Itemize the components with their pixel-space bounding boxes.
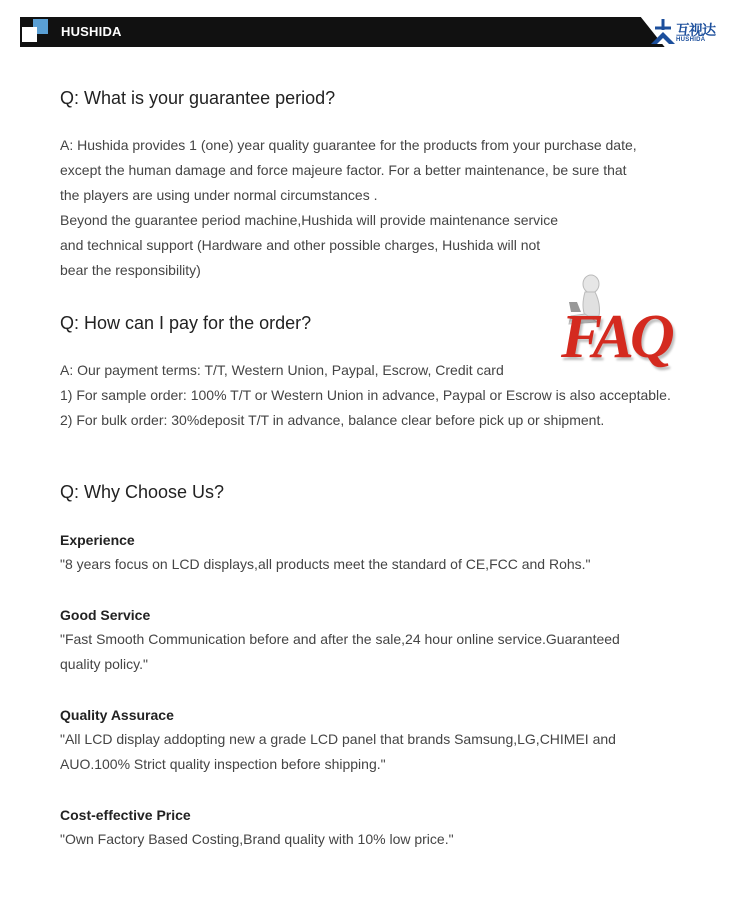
answer-line: and technical support (Hardware and other possible charges, Hushida will not	[60, 237, 541, 253]
answer-line: bear the responsibility)	[60, 262, 201, 278]
question-guarantee: Q: What is your guarantee period?	[60, 88, 336, 108]
logo-chinese-text: 互视达	[676, 22, 715, 38]
answer-line: A: Our payment terms: T/T, Western Union, Paypal, Escrow, Credit card	[60, 362, 504, 378]
reason-title-quality: Quality Assurace	[60, 707, 174, 723]
reason-text: "Fast Smooth Communication before and after the sale,24 hour online service.Guaranteed	[60, 631, 620, 647]
hushida-logo-icon	[650, 18, 676, 46]
answer-line: 2) For bulk order: 30%deposit T/T in advance, balance clear before pick up or shipment.	[60, 412, 605, 428]
brand-name: HUSHIDA	[61, 24, 122, 39]
answer-line: A: Hushida provides 1 (one) year quality guarantee for the products from your purchase date,	[60, 137, 637, 153]
reason-text: quality policy."	[60, 656, 148, 672]
hushida-logo	[650, 18, 720, 46]
brand-squares-icon	[22, 19, 50, 45]
header-bar	[20, 17, 732, 47]
answer-line: Beyond the guarantee period machine,Hushida will provide maintenance service	[60, 212, 559, 228]
faq-text: FAQ	[561, 303, 671, 371]
reason-text: "All LCD display addopting new a grade LCD panel that brands Samsung,LG,CHIMEI and	[60, 731, 616, 747]
reason-text: AUO.100% Strict quality inspection before shipping."	[60, 756, 386, 772]
header-banner	[0, 0, 750, 60]
question-why: Q: Why Choose Us?	[60, 482, 225, 502]
reason-title-price: Cost-effective Price	[60, 807, 191, 823]
answer-line: the players are using under normal circumstances .	[60, 187, 378, 203]
answer-line: except the human damage and force majeure factor. For a better maintenance, be sure that	[60, 162, 627, 178]
faq-badge	[555, 272, 700, 372]
reason-title-service: Good Service	[60, 607, 151, 623]
logo-english-text: HUSHIDA	[676, 37, 706, 43]
question-payment: Q: How can I pay for the order?	[60, 313, 312, 333]
reason-text: "8 years focus on LCD displays,all products meet the standard of CE,FCC and Rohs."	[60, 556, 591, 572]
reason-title-experience: Experience	[60, 532, 135, 548]
answer-line: 1) For sample order: 100% T/T or Western Union in advance, Paypal or Escrow is also acceptable.	[60, 387, 671, 403]
reason-text: "Own Factory Based Costing,Brand quality with 10% low price."	[60, 831, 454, 847]
